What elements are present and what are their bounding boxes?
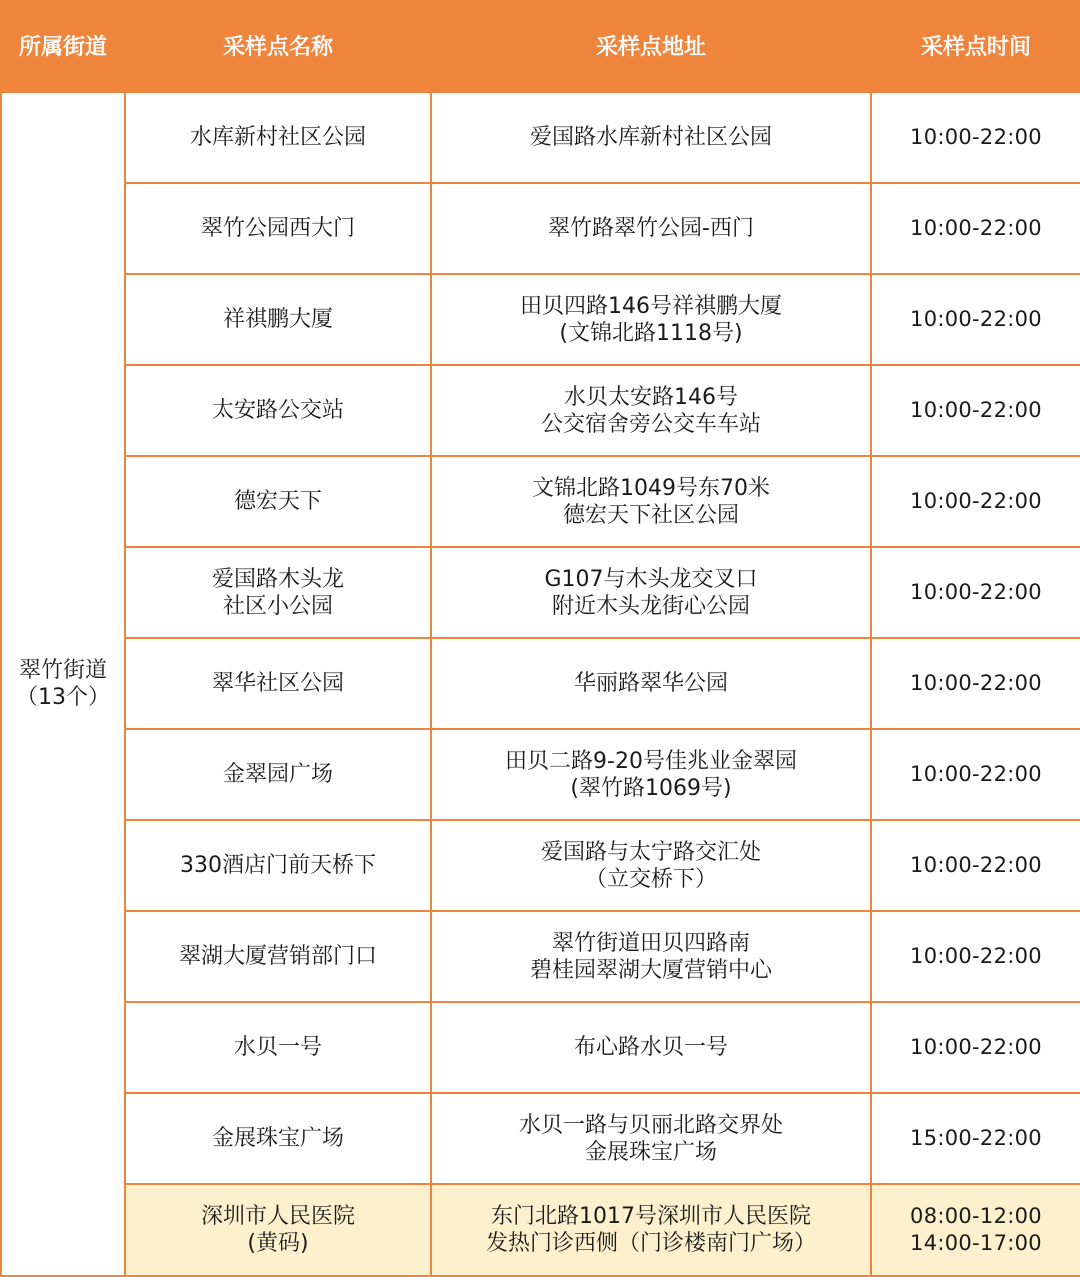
site-time-cell — [871, 92, 1080, 183]
site-time-cell — [871, 1002, 1080, 1093]
site-address-line: 田贝四路146号祥祺鹏大厦 — [520, 293, 782, 319]
site-address-cell — [431, 820, 871, 911]
site-address-cell — [431, 638, 871, 729]
site-time-line: 10:00-22:00 — [910, 853, 1042, 877]
table-row — [1, 729, 1080, 820]
site-address-line: 发热门诊西侧（门诊楼南门广场） — [485, 1231, 816, 1256]
site-name-line: 水库新村社区公园 — [189, 125, 366, 150]
site-time-cell — [871, 911, 1080, 1002]
site-address-cell — [431, 92, 871, 183]
site-time-line: 10:00-22:00 — [910, 398, 1042, 422]
table-row — [1, 1184, 1080, 1276]
site-time-line: 14:00-17:00 — [910, 1231, 1042, 1255]
site-address-cell — [431, 911, 871, 1002]
site-name-cell — [125, 1002, 431, 1093]
table-row — [1, 456, 1080, 547]
site-address-line: 附近木头龙街心公园 — [551, 593, 750, 619]
table-row — [1, 638, 1080, 729]
site-name-cell — [125, 1184, 431, 1276]
site-time-cell — [871, 638, 1080, 729]
header-site-time: 采样点时间 — [871, 0, 1080, 92]
site-name-cell — [125, 183, 431, 274]
header-site-address: 采样点地址 — [431, 0, 871, 92]
site-address-line: 华丽路翠华公园 — [573, 671, 728, 696]
site-address-line: 水贝太安路146号 — [564, 384, 738, 410]
site-address-cell — [431, 1184, 871, 1276]
site-name-line: 金展珠宝广场 — [211, 1126, 344, 1151]
site-time-cell — [871, 729, 1080, 820]
site-address-line: （立交桥下） — [584, 866, 717, 892]
site-time-line: 10:00-22:00 — [910, 216, 1042, 240]
site-time-line: 10:00-22:00 — [910, 944, 1042, 968]
site-name-cell — [125, 365, 431, 456]
site-address-line: 文锦北路1049号东70米 — [532, 475, 770, 501]
site-name-cell — [125, 547, 431, 638]
site-address-cell — [431, 456, 871, 547]
site-time-line: 10:00-22:00 — [910, 762, 1042, 786]
site-name-cell — [125, 92, 431, 183]
site-name-line: (黄码) — [247, 1231, 309, 1256]
table-row — [1, 92, 1080, 183]
header-site-name: 采样点名称 — [125, 0, 431, 92]
site-address-line: 水贝一路与贝丽北路交界处 — [518, 1112, 783, 1138]
site-name-cell — [125, 1093, 431, 1184]
site-address-line: (文锦北路1118号) — [559, 320, 743, 346]
header-street: 所属街道 — [1, 0, 125, 92]
site-address-cell — [431, 365, 871, 456]
site-time-cell — [871, 1093, 1080, 1184]
site-name-line: 翠竹公园西大门 — [200, 216, 355, 241]
site-address-line: G107与木头龙交叉口 — [544, 566, 758, 592]
site-time-cell — [871, 1184, 1080, 1276]
site-address-cell — [431, 547, 871, 638]
site-time-cell — [871, 456, 1080, 547]
site-address-cell — [431, 1093, 871, 1184]
street-site-count: （13个） — [16, 685, 110, 710]
site-address-line: 爱国路与太宁路交汇处 — [540, 839, 761, 865]
site-time-cell — [871, 547, 1080, 638]
site-address-line: (翠竹路1069号) — [570, 775, 732, 801]
site-address-cell — [431, 1002, 871, 1093]
site-address-line: 东门北路1017号深圳市人民医院 — [491, 1204, 811, 1229]
table-row — [1, 365, 1080, 456]
table-row — [1, 1093, 1080, 1184]
site-name-cell — [125, 911, 431, 1002]
site-name-cell — [125, 638, 431, 729]
table-row — [1, 911, 1080, 1002]
site-address-line: 翠竹街道田贝四路南 — [551, 930, 750, 956]
site-name-line: 爱国路木头龙 — [211, 566, 344, 592]
site-time-cell — [871, 274, 1080, 365]
table-header-row — [1, 0, 1080, 92]
table-body — [1, 92, 1080, 1276]
site-name-line: 社区小公园 — [222, 593, 333, 619]
site-time-line: 10:00-22:00 — [910, 1035, 1042, 1059]
site-address-line: 德宏天下社区公园 — [562, 502, 739, 528]
site-name-cell — [125, 274, 431, 365]
site-name-line: 水贝一号 — [233, 1035, 322, 1060]
site-time-line: 10:00-22:00 — [910, 307, 1042, 331]
table-row — [1, 820, 1080, 911]
site-time-line: 08:00-12:00 — [910, 1204, 1042, 1228]
street-name: 翠竹街道 — [18, 658, 107, 683]
site-name-line: 德宏天下 — [233, 489, 322, 514]
site-time-cell — [871, 365, 1080, 456]
site-name-line: 翠湖大厦营销部门口 — [178, 944, 377, 969]
site-name-line: 金翠园广场 — [222, 762, 333, 787]
site-name-line: 翠华社区公园 — [211, 671, 344, 696]
site-address-line: 田贝二路9-20号佳兆业金翠园 — [505, 748, 797, 774]
table-row — [1, 274, 1080, 365]
site-address-cell — [431, 183, 871, 274]
site-time-line: 15:00-22:00 — [910, 1126, 1042, 1150]
site-address-line: 爱国路水库新村社区公园 — [529, 125, 772, 150]
site-name-cell — [125, 729, 431, 820]
site-time-cell — [871, 183, 1080, 274]
table-row — [1, 1002, 1080, 1093]
table-row — [1, 547, 1080, 638]
site-name-cell — [125, 456, 431, 547]
table-row — [1, 183, 1080, 274]
site-name-line: 祥祺鹏大厦 — [222, 307, 333, 332]
site-address-line: 金展珠宝广场 — [584, 1139, 717, 1165]
site-address-cell — [431, 729, 871, 820]
site-address-line: 公交宿舍旁公交车车站 — [540, 411, 761, 437]
site-time-line: 10:00-22:00 — [910, 489, 1042, 513]
site-time-line: 10:00-22:00 — [910, 671, 1042, 695]
street-cell — [1, 92, 125, 1276]
site-address-cell — [431, 274, 871, 365]
site-name-line: 太安路公交站 — [211, 398, 344, 423]
site-time-line: 10:00-22:00 — [910, 580, 1042, 604]
site-address-line: 布心路水贝一号 — [573, 1035, 728, 1060]
site-address-line: 碧桂园翠湖大厦营销中心 — [529, 957, 772, 983]
site-time-cell — [871, 820, 1080, 911]
site-address-line: 翠竹路翠竹公园-西门 — [548, 216, 754, 241]
site-name-line: 深圳市人民医院 — [200, 1204, 355, 1229]
site-time-line: 10:00-22:00 — [910, 125, 1042, 149]
site-name-cell — [125, 820, 431, 911]
site-name-line: 330酒店门前天桥下 — [180, 853, 376, 878]
